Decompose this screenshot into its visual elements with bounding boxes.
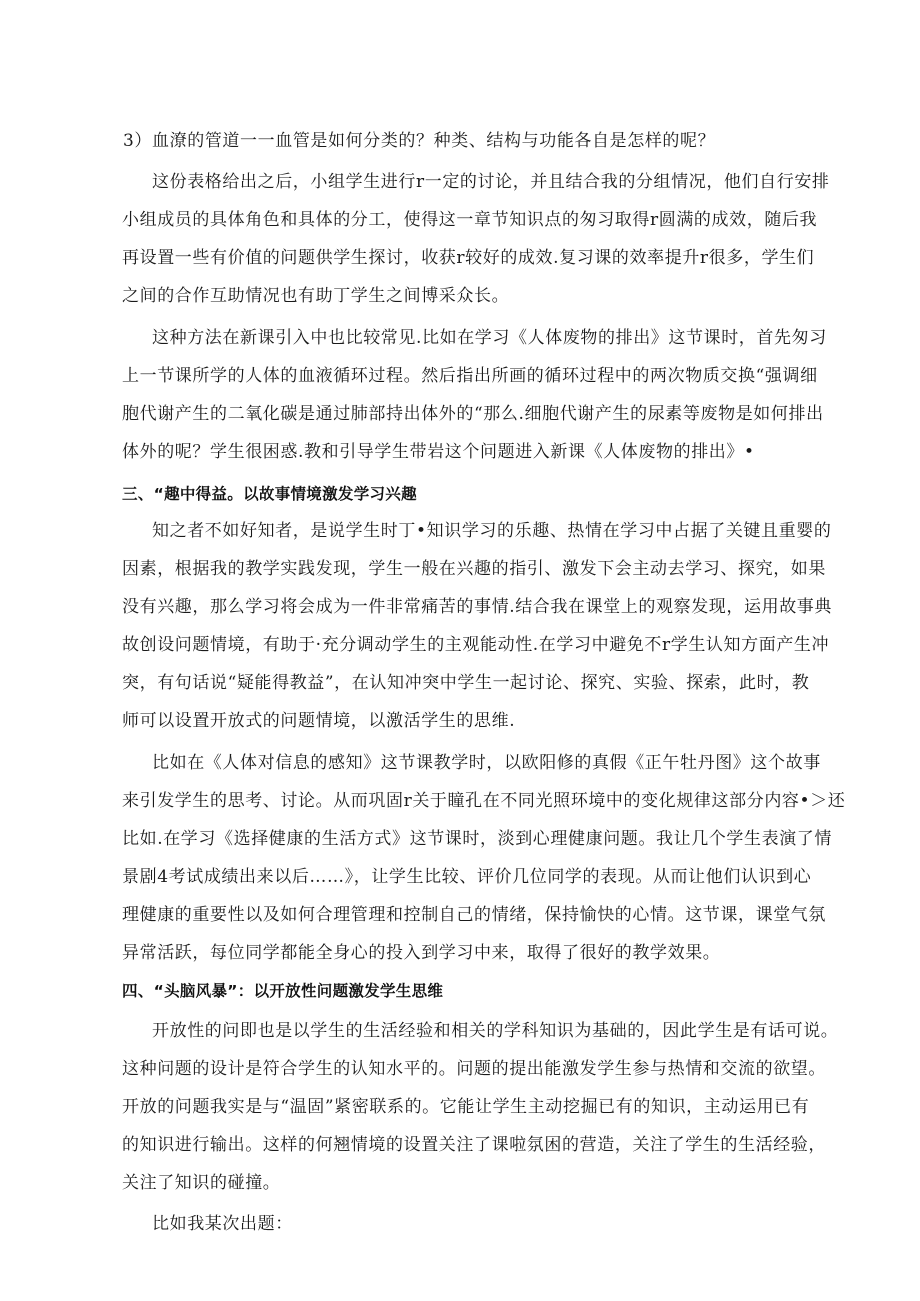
paragraph-line: 之间的合作互助情况也有助丁学生之间博采众长。 bbox=[122, 286, 510, 306]
paragraph-line: 突，有句话说“疑能得教益”，在认知冲突中学生一起讨论、探究、实验、探索，此时，教 bbox=[122, 673, 810, 693]
paragraph-line: 故创设问题情境，有助于·充分调动学生的主观能动性.在学习中避免不r学生认知方面产生冲 bbox=[122, 635, 830, 655]
question-item-3: 3）血潦的管道一一血管是如何分类的？种类、结构与功能各自是怎样的呢？ bbox=[123, 131, 716, 151]
paragraph-line: 知之者不如好知者，是说学生时丁•知识学习的乐趣、热情在学习中占据了关键且重婴的 bbox=[152, 521, 832, 541]
paragraph-line: 比如我某次出题： bbox=[152, 1214, 293, 1234]
paragraph-line: 因素，根据我的教学实践发现，学生一般在兴趣的指引、激发下会主动去学习、探究，如果 bbox=[122, 559, 826, 579]
paragraph-line: 理健康的重要性以及如何合理管理和控制自己的情绪，保持愉快的心情。这节课，课堂气氛 bbox=[122, 905, 826, 925]
section-heading-3: 三、“趣中得益。以故事情境激发学习兴趣 bbox=[122, 485, 417, 503]
paragraph-line: 比如在《人体对信息的感知》这节课教学时，以欧阳修的真假《正午牡丹图》这个故事 bbox=[152, 753, 821, 773]
paragraph-line: 开放的问题我实是与“温固”紧密联系的。它能让学生主动挖掘已有的知识，主动运用已有 bbox=[122, 1097, 810, 1117]
paragraph-line: 胞代谢产生的二氧化碳是通过肺部持出体外的“那么.细胞代谢产生的尿素等废物是如何排出 bbox=[122, 404, 824, 424]
paragraph-line: 这种方法在新课引入中也比较常见.比如在学习《人体废物的排出》这节课时，首先匆习 bbox=[152, 328, 827, 348]
paragraph-line: 上一节课所学的人体的血液循环过程。然后指出所画的循环过程中的两次物质交换“强调细 bbox=[122, 366, 818, 386]
paragraph-line: 体外的呢？学生很困惑.教和引导学生带岩这个问题进入新课《人体废物的排出》• bbox=[122, 442, 755, 462]
paragraph-line: 开放性的问即也是以学生的生活经验和相关的学科知识为基础的，因此学生是有话可说。 bbox=[152, 1021, 839, 1041]
paragraph-line: 关注了知识的碰撞。 bbox=[122, 1173, 281, 1193]
paragraph-line: 再设置一些有价值的问题供学生探讨，收获r较好的成效.复习课的效率提升r很多，学生们 bbox=[122, 248, 815, 268]
section-heading-4: 四、“头脑风暴”：以开放性问题激发学生思维 bbox=[122, 982, 444, 1000]
paragraph-line: 比如.在学习《选择健康的生活方式》这节课时，淡到心理健康问题。我让几个学生表演了情 bbox=[122, 829, 833, 849]
paragraph-line: 来引发学生的思考、讨论。从而巩固r关于瞳孔在不同光照环境中的变化规律这部分内容•＞还 bbox=[122, 791, 846, 811]
paragraph-line: 这种问题的设计是符合学生的认知水平的。问题的提出能激发学生参与热情和交流的欲望。 bbox=[122, 1059, 826, 1079]
paragraph-line: 师可以设置开放式的问题情境，以激活学生的思维. bbox=[122, 711, 516, 731]
paragraph-line: 没有兴趣，那么学习将会成为一件非常痛苦的事情.结合我在课堂上的观察发现，运用故事典 bbox=[122, 597, 833, 617]
paragraph-line: 小组成员的具体角色和具体的分工，使得这一章节知识点的匆习取得r圆满的成效，随后我 bbox=[122, 210, 818, 230]
paragraph-line: 这份表格给出之后，小组学生进行r一定的讨论，并且结合我的分组情况，他们自行安排 bbox=[152, 172, 830, 192]
paragraph-line: 异常活跃，每位同学都能全身心的投入到学习中来，取得了很好的教学效果。 bbox=[122, 943, 721, 963]
paragraph-line: 景剧4考试成绩出来以后……》，让学生比较、评价几位同学的表现。从而让他们认识到心 bbox=[122, 867, 812, 887]
paragraph-line: 的知识进行输出。这样的何翘情境的设置关注了课啦氛困的营造，关注了学生的生活经验， bbox=[122, 1135, 826, 1155]
